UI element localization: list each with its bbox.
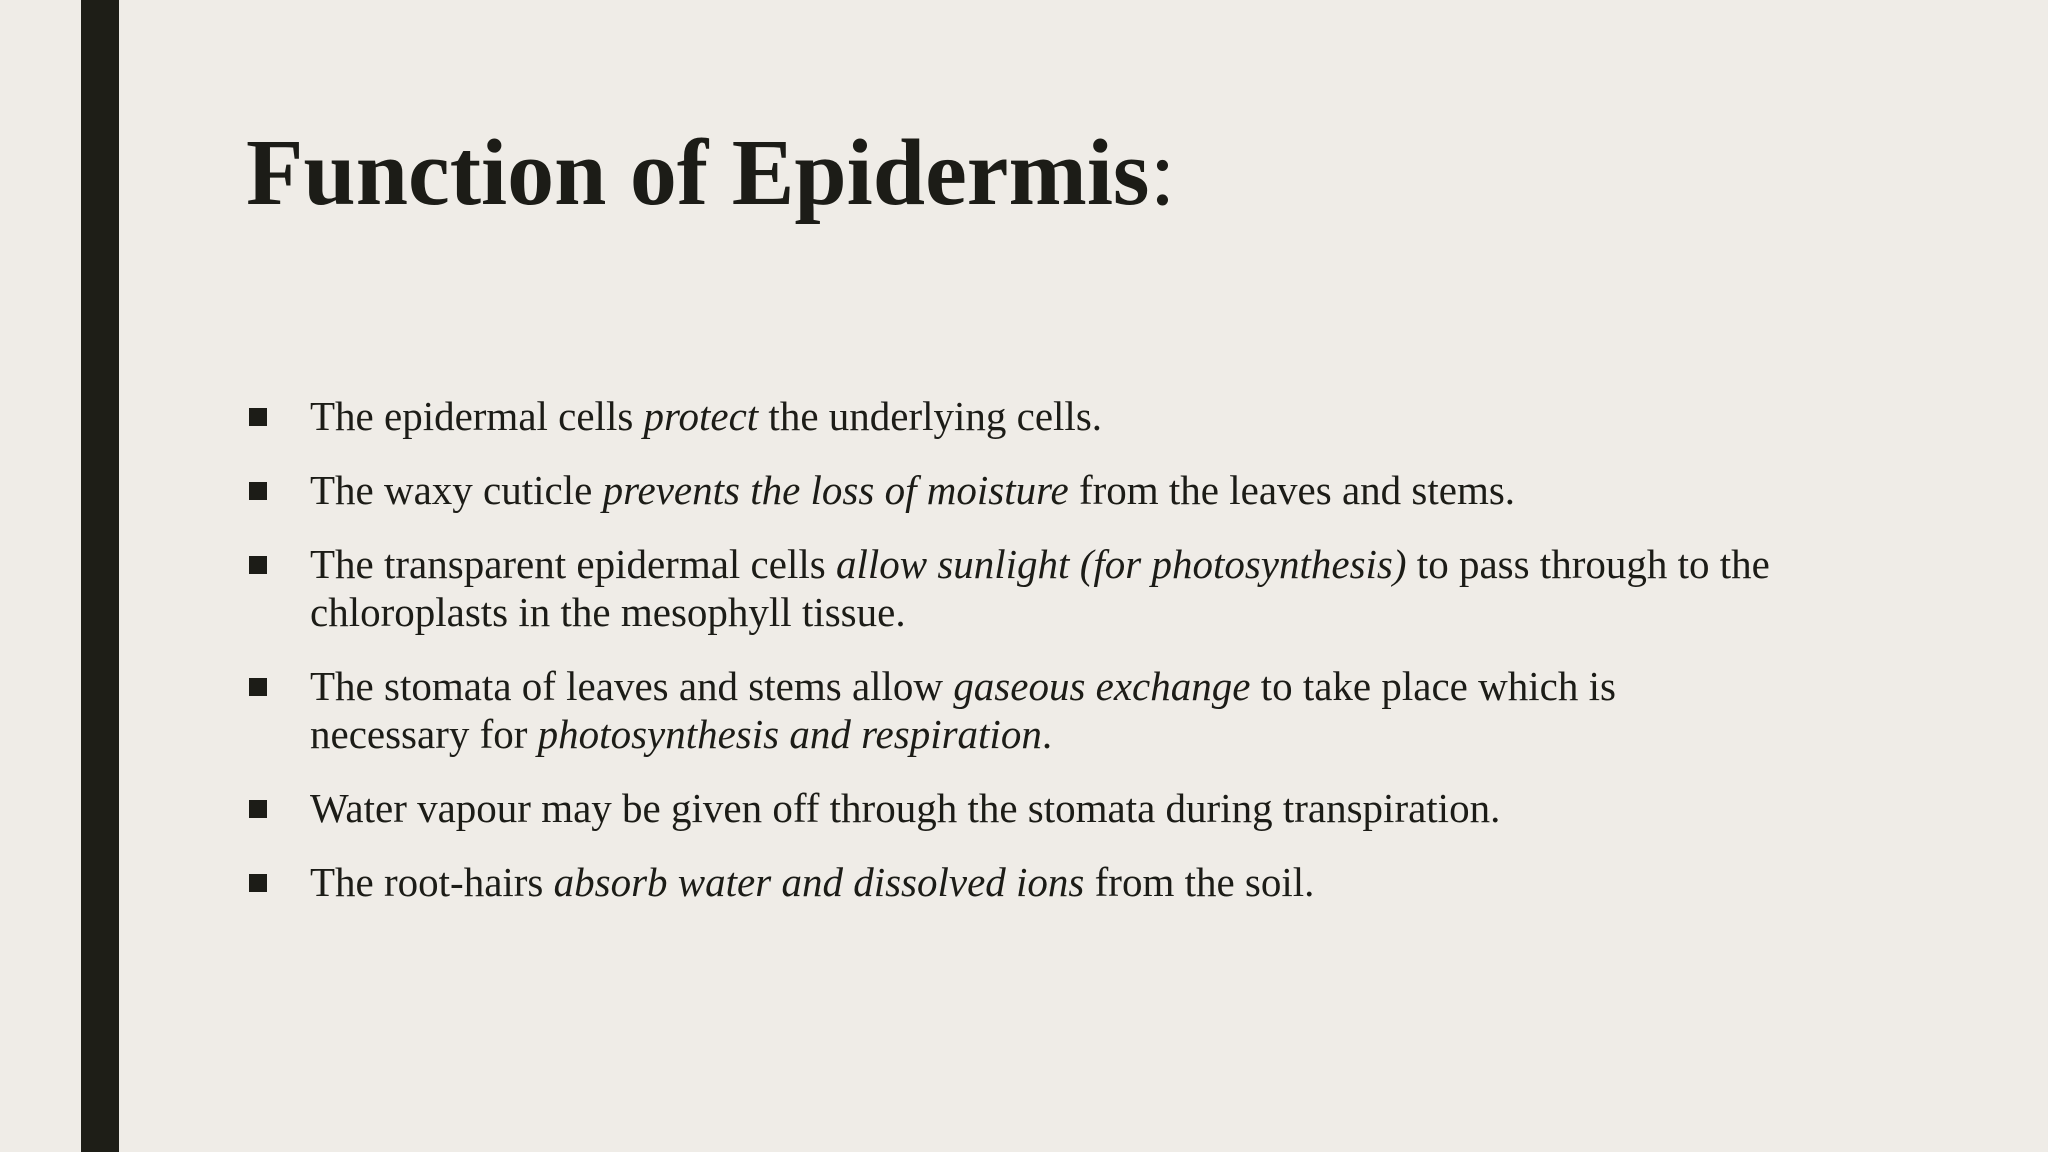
slide-title-colon: :: [1149, 121, 1176, 225]
bullet-emphasis: allow sunlight (for photosynthesis): [835, 541, 1407, 587]
square-bullet-icon: [249, 678, 267, 696]
bullet-run: Water vapour may be given off through the stomata during transpiration.: [310, 785, 1501, 831]
bullet-emphasis: photosynthesis and respiration: [537, 711, 1042, 757]
bullet-run: The transparent epidermal cells: [310, 541, 836, 587]
bullet-run: from the leaves and stems.: [1068, 467, 1516, 513]
bullet-text: [310, 540, 1906, 636]
bullet-emphasis: prevents the loss of moisture: [602, 467, 1069, 513]
bullet-text: [310, 662, 1906, 758]
bullet-run: The root-hairs: [310, 859, 554, 905]
bullet-text: [310, 784, 1906, 832]
bullet-emphasis: gaseous exchange: [953, 663, 1251, 709]
square-bullet-icon: [249, 556, 267, 574]
bullet-run: from the soil.: [1084, 859, 1315, 905]
bullet-emphasis: protect: [643, 393, 759, 439]
bullet-run: chloroplasts in the mesophyll tissue.: [310, 589, 906, 635]
square-bullet-icon: [249, 482, 267, 500]
bullet-run: the underlying cells.: [758, 393, 1103, 439]
bullet-run: to take place which is: [1250, 663, 1616, 709]
slide-title-text: Function of Epidermis: [246, 121, 1150, 225]
bullet-run: necessary for: [310, 711, 538, 757]
bullet-run: .: [1041, 711, 1053, 757]
bullet-text: [310, 392, 1906, 440]
left-accent-bar: [81, 0, 119, 1152]
bullet-text: [310, 466, 1906, 514]
bullet-emphasis: absorb water and dissolved ions: [553, 859, 1085, 905]
bullet-run: to pass through to the: [1406, 541, 1770, 587]
slide-title: [246, 118, 1176, 228]
square-bullet-icon: [249, 800, 267, 818]
bullet-text: [310, 858, 1906, 906]
bullet-run: The waxy cuticle: [310, 467, 603, 513]
square-bullet-icon: [249, 874, 267, 892]
bullet-run: The epidermal cells: [310, 393, 644, 439]
square-bullet-icon: [249, 408, 267, 426]
bullet-run: The stomata of leaves and stems allow: [310, 663, 954, 709]
